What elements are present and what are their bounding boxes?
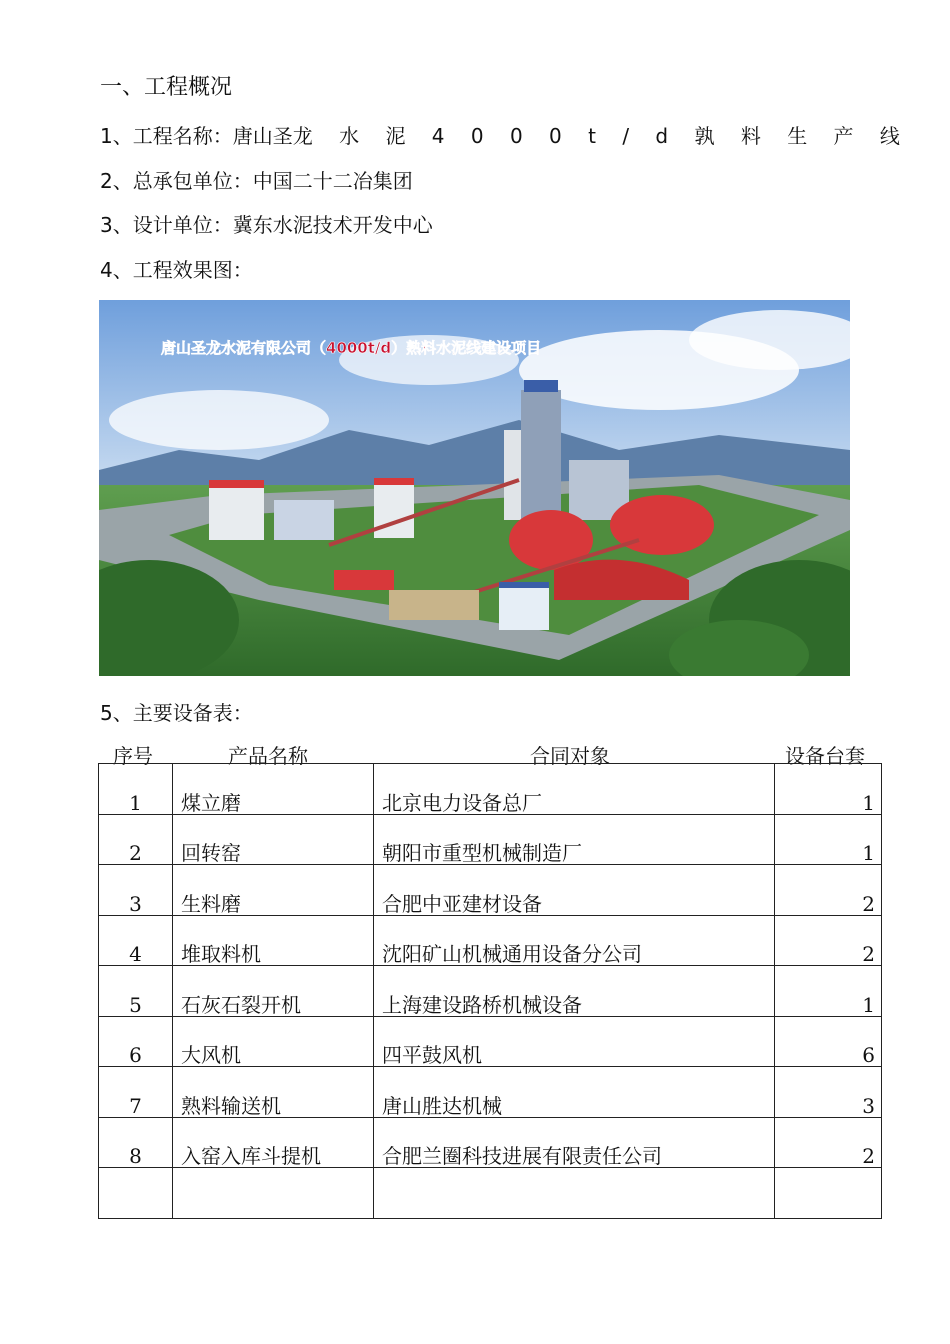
cell-contractor: 上海建设路桥机械设备 xyxy=(374,966,775,1017)
cell-index: 3 xyxy=(99,865,173,916)
equipment-table xyxy=(98,763,882,1219)
table-row xyxy=(99,1117,882,1168)
rendering-label: 4、工程效果图： xyxy=(100,258,253,282)
plant-rendering xyxy=(99,300,850,676)
cell-product: 石灰石裂开机 xyxy=(173,966,374,1017)
cell-quantity: 3 xyxy=(775,1067,882,1118)
table-row xyxy=(99,1067,882,1118)
col-header-quantity: 设备台套 xyxy=(785,744,865,768)
table-row xyxy=(99,764,882,815)
cell-quantity: 2 xyxy=(775,1117,882,1168)
cell-quantity: 1 xyxy=(775,814,882,865)
cell-product: 回转窑 xyxy=(173,814,374,865)
cell-product: 煤立磨 xyxy=(173,764,374,815)
table-row xyxy=(99,966,882,1017)
cell-quantity: 2 xyxy=(775,915,882,966)
design-unit-line: 3、设计单位：冀东水泥技术开发中心 xyxy=(100,213,433,237)
section-heading: 一、工程概况 xyxy=(100,75,233,100)
project-name-line xyxy=(100,120,910,149)
table-row xyxy=(99,1016,882,1067)
cell-product: 大风机 xyxy=(173,1016,374,1067)
cell-index: 5 xyxy=(99,966,173,1017)
cell-product: 入窑入库斗提机 xyxy=(173,1117,374,1168)
cell-contractor: 北京电力设备总厂 xyxy=(374,764,775,815)
equipment-table-label: 5、主要设备表： xyxy=(100,701,253,725)
cell-index: 2 xyxy=(99,814,173,865)
cell-quantity xyxy=(775,1168,882,1219)
cell-quantity: 6 xyxy=(775,1016,882,1067)
cell-quantity: 2 xyxy=(775,865,882,916)
cell-product: 生料磨 xyxy=(173,865,374,916)
project-rendering-image xyxy=(99,300,850,676)
table-row xyxy=(99,814,882,865)
cell-contractor xyxy=(374,1168,775,1219)
cell-quantity: 1 xyxy=(775,764,882,815)
col-header-contractor: 合同对象 xyxy=(530,744,610,768)
cell-contractor: 唐山胜达机械 xyxy=(374,1067,775,1118)
cell-contractor: 合肥中亚建材设备 xyxy=(374,865,775,916)
table-row xyxy=(99,915,882,966)
project-name-label: 1、工程名称：唐山圣 xyxy=(100,124,293,148)
cell-index: 4 xyxy=(99,915,173,966)
cell-index: 8 xyxy=(99,1117,173,1168)
cell-contractor: 沈阳矿山机械通用设备分公司 xyxy=(374,915,775,966)
table-row xyxy=(99,865,882,916)
cell-quantity: 1 xyxy=(775,966,882,1017)
cell-index: 7 xyxy=(99,1067,173,1118)
col-header-index: 序号 xyxy=(113,744,153,768)
cell-index xyxy=(99,1168,173,1219)
cell-product: 熟料输送机 xyxy=(173,1067,374,1118)
cell-contractor: 四平鼓风机 xyxy=(374,1016,775,1067)
cell-index: 6 xyxy=(99,1016,173,1067)
project-name-value: 龙 水 泥 4 0 0 0 t / d 孰 料 生 产 线 xyxy=(292,124,910,148)
table-row xyxy=(99,1168,882,1219)
cell-product xyxy=(173,1168,374,1219)
col-header-product: 产品名称 xyxy=(228,744,308,768)
rendering-banner: 唐山圣龙水泥有限公司（4000t/d）熟料水泥线建设项目 xyxy=(161,339,542,357)
general-contractor-line: 2、总承包单位：中国二十二冶集团 xyxy=(100,169,413,193)
cell-contractor: 朝阳市重型机械制造厂 xyxy=(374,814,775,865)
cell-contractor: 合肥兰圈科技进展有限责任公司 xyxy=(374,1117,775,1168)
cell-index: 1 xyxy=(99,764,173,815)
cell-product: 堆取料机 xyxy=(173,915,374,966)
